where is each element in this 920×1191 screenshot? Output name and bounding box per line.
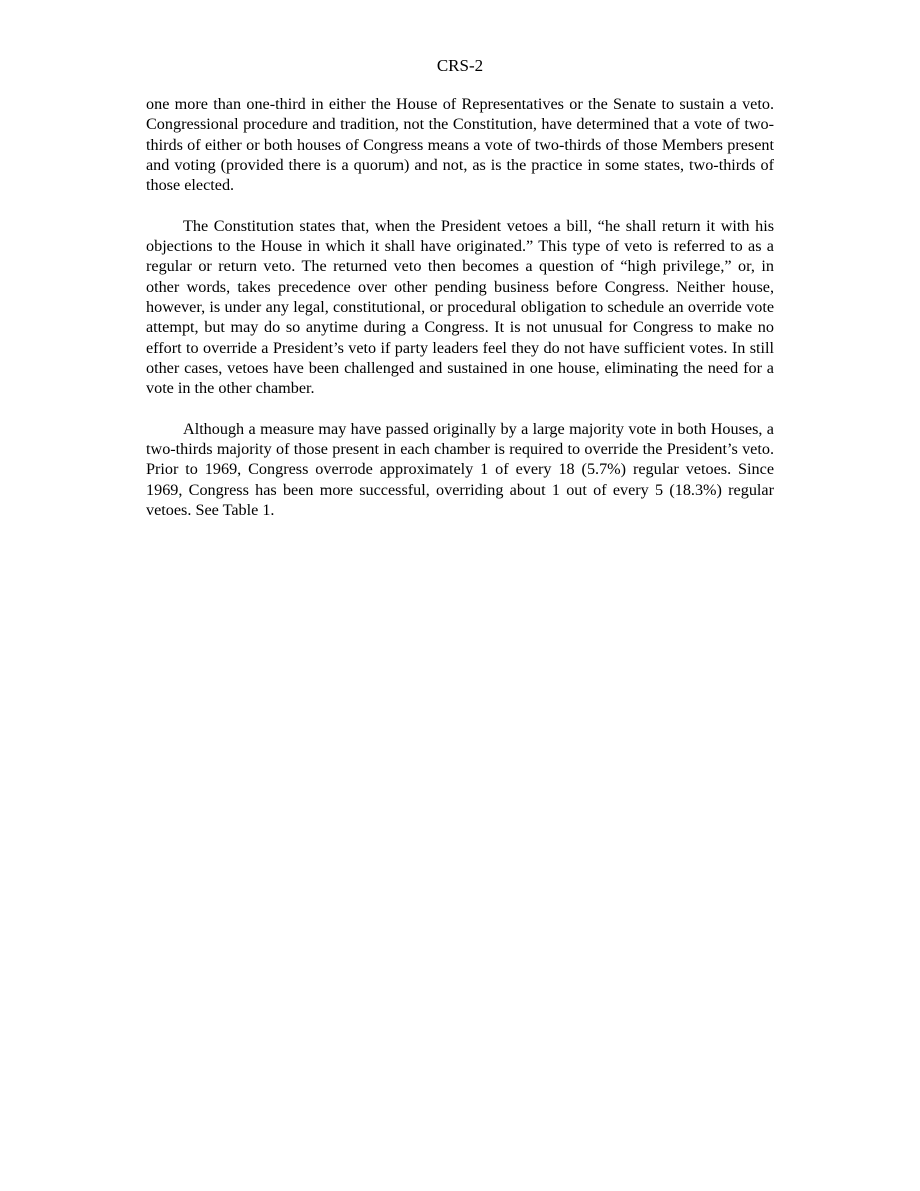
paragraph-veto-threshold: one more than one-third in either the House of Representatives or the Senate to sustain a veto. Congressional procedure and tradition, not the Constitution, have determined that a vote of two-thirds of either or both houses of Congress means a vote of two-thirds of those Members present and voting (provided there is a quorum) and not, as is the practice in some states, two-thirds of those elected.	[146, 95, 774, 195]
page-number-header: CRS-2	[436, 56, 484, 75]
paragraph-return-veto: The Constitution states that, when the President vetoes a bill, “he shall return it with his objections to the House in which it shall have originated.” This type of veto is referred to as a regular or return veto. The returned veto then becomes a question of “high privilege,” or, in other words, takes precedence over other pending business before Congress. Neither house, however, is under any legal, constitutional, or procedural obligation to schedule an override vote attempt, but may do so anytime during a Congress. It is not unusual for Congress to make no effort to override a President’s veto if party leaders feel they do not have sufficient votes. In still other cases, vetoes have been challenged and sustained in one house, eliminating the need for a vote in the other chamber.	[146, 216, 774, 398]
body-text	[146, 94, 774, 541]
paragraph-override-rates: Although a measure may have passed originally by a large majority vote in both Houses, a two-thirds majority of those present in each chamber is required to override the President’s veto. Prior to 1969, Congress overrode approximately 1 of every 18 (5.7%) regular vetoes. Since 1969, Congress has been more successful, overriding about 1 out of every 5 (18.3%) regular vetoes. See Table 1.	[146, 419, 774, 519]
